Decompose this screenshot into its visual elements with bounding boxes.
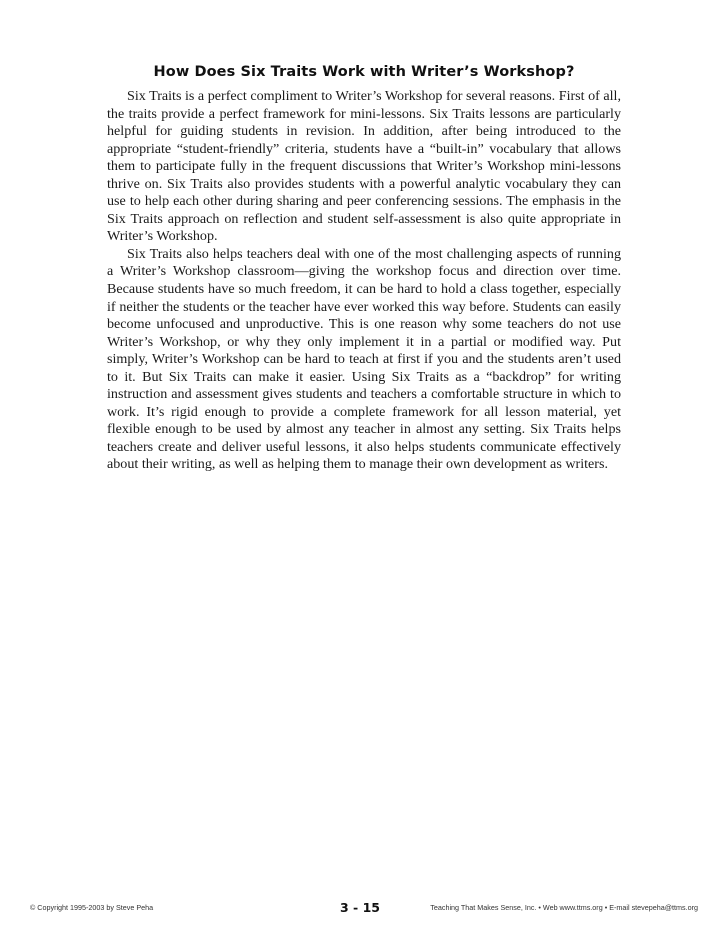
footer-copyright: © Copyright 1995-2003 by Steve Peha — [30, 903, 154, 912]
body-text — [107, 88, 621, 474]
page-title: How Does Six Traits Work with Writer’s Workshop? — [153, 64, 575, 80]
paragraph-1: Six Traits is a perfect compliment to Writer’s Workshop for several reasons. First of all, the traits provide a perfect framework for mini-lessons. Six Traits lessons are particularly helpful for guiding students in revision. In addition, after being introduced to the appropriate “student-friendly” criteria, students have a “built-in” vocabulary that allows them to participate fully in the frequent discussions that Writer’s Workshop mini-lessons thrive on. Six Traits also provides students with a powerful analytic vocabulary they can use to help each other during sharing and peer conferencing sessions. The emphasis in the Six Traits approach on reflection and student self-assessment is also quite appropriate in Writer’s Workshop. — [107, 88, 621, 245]
page-footer — [30, 900, 698, 920]
footer-contact: Teaching That Makes Sense, Inc. • Web www.ttms.org • E-mail stevepeha@ttms.org — [430, 903, 698, 912]
footer-page-number: 3 - 15 — [340, 900, 380, 915]
paragraph-2: Six Traits also helps teachers deal with one of the most challenging aspects of running a Writer’s Workshop classroom—giving the workshop focus and direction over time. Because students have so much freedom, it can be hard to hold a class together, especially if neither the students or the teacher have ever worked this way before. Students can easily become unfocused and unproductive. This is one reason why some teachers do not use Writer’s Workshop, or why they only implement it in a partial or modified way. Put simply, Writer’s Workshop can be hard to teach at first if you and the students aren’t used to it. But Six Traits can make it easier. Using Six Traits as a “backdrop” for writing instruction and assessment gives students and teachers a comfortable structure in which to work. It’s rigid enough to provide a complete framework for all lesson material, yet flexible enough to be used by almost any teacher in almost any setting. Six Traits helps teachers create and deliver useful lessons, it also helps students communicate effectively about their writing, as well as helping them to manage their own development as writers. — [107, 245, 621, 473]
